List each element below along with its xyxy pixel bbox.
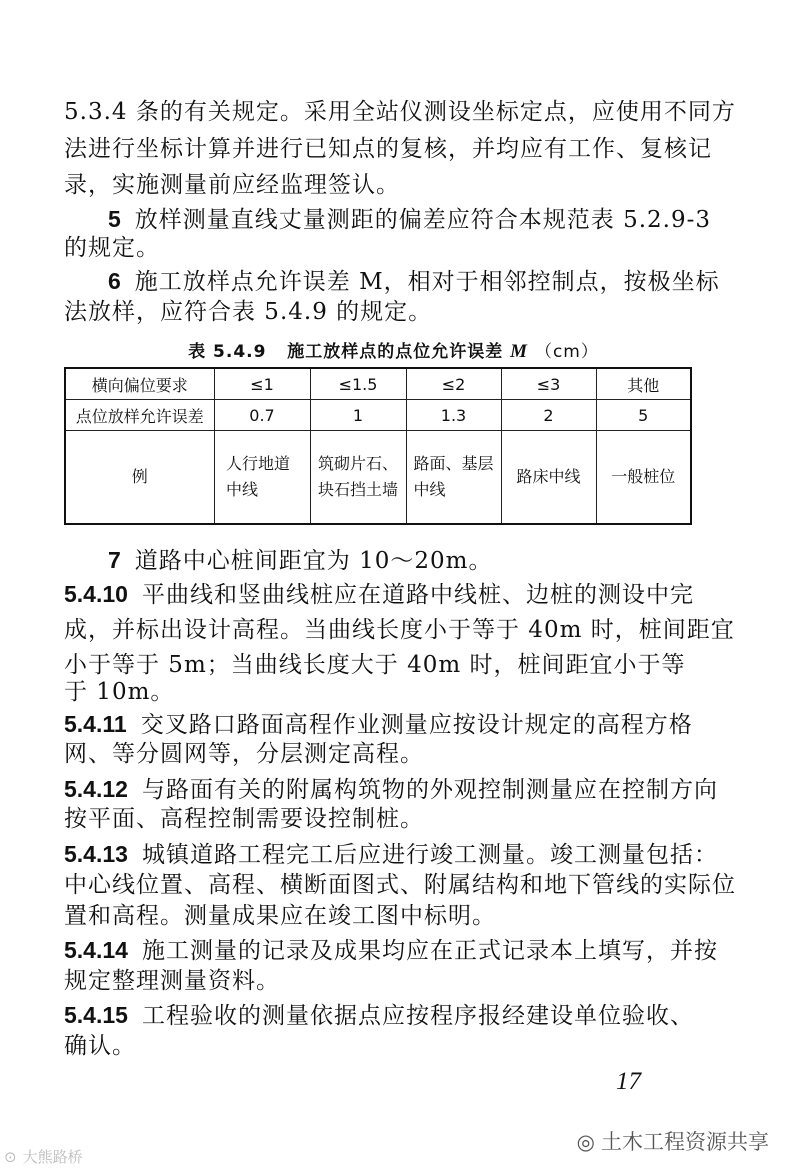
text-line: 5.3.4 条的有关规定。采用全站仪测设坐标定点，应使用不同方 bbox=[64, 99, 736, 125]
text-line: 小于等于 5m；当曲线长度大于 40m 时，桩间距宜小于等 bbox=[64, 652, 686, 678]
text-line: 法放样，应符合表 5.4.9 的规定。 bbox=[64, 299, 433, 325]
table-cell: ≤2 bbox=[406, 368, 501, 400]
section-number: 5.4.13 bbox=[64, 841, 128, 867]
cell-text: 路面、基层中线 bbox=[413, 454, 494, 499]
text-line: 与路面有关的附属构筑物的外观控制测量应在控制方向 bbox=[141, 777, 718, 803]
text-line: 道路中心桩间距宜为 10～20m。 bbox=[134, 548, 493, 574]
watermark-text: 大熊路桥 bbox=[22, 1148, 83, 1166]
section-5-4-14 bbox=[64, 934, 744, 967]
table-cell bbox=[406, 431, 501, 525]
text-line: 确认。 bbox=[64, 1033, 136, 1059]
clause-7 bbox=[64, 544, 787, 577]
text-line: 的规定。 bbox=[64, 235, 160, 261]
table-row bbox=[65, 368, 691, 400]
cell-text: 人行地道中线 bbox=[226, 454, 291, 499]
table-row bbox=[65, 431, 691, 525]
table-cell: 点位放样允许误差 bbox=[65, 400, 214, 431]
table-caption bbox=[0, 337, 787, 363]
table-cell bbox=[310, 431, 406, 525]
text-line: 于 10m。 bbox=[64, 679, 175, 705]
text-line: 法进行坐标计算并进行已知点的复核，并均应有工作、复核记 bbox=[64, 136, 712, 162]
section-5-4-15 bbox=[64, 999, 744, 1032]
table-cell: ≤1 bbox=[214, 368, 310, 400]
logo-icon: ⊙ bbox=[4, 1148, 17, 1166]
text-line: 放样测量直线丈量测距的偏差应符合本规范表 5.2.9-3 bbox=[134, 207, 712, 233]
text-line: 按平面、高程控制需要设控制桩。 bbox=[64, 806, 424, 832]
table-cell: ≤1.5 bbox=[310, 368, 406, 400]
watermark-text: 土木工程资源共享 bbox=[601, 1130, 769, 1154]
clause-number: 7 bbox=[108, 547, 121, 573]
table-cell: 2 bbox=[501, 400, 596, 431]
table-cell: 1 bbox=[310, 400, 406, 431]
text-line: 置和高程。测量成果应在竣工图中标明。 bbox=[64, 903, 496, 929]
text-line: 中心线位置、高程、横断面图式、附属结构和地下管线的实际位 bbox=[64, 872, 736, 898]
section-number: 5.4.15 bbox=[64, 1002, 128, 1028]
table-cell: ≤3 bbox=[501, 368, 596, 400]
clause-number: 6 bbox=[108, 268, 121, 294]
section-5-4-13 bbox=[64, 838, 744, 871]
text-line: 规定整理测量资料。 bbox=[64, 968, 280, 994]
section-5-4-11 bbox=[64, 708, 744, 741]
table-cell: 一般桩位 bbox=[596, 431, 691, 525]
table-cell: 5 bbox=[596, 400, 691, 431]
watermark bbox=[4, 1146, 83, 1167]
text-line: 录，实施测量前应经监理签认。 bbox=[64, 172, 400, 198]
table-cell: 其他 bbox=[596, 368, 691, 400]
table-cell: 例 bbox=[65, 431, 214, 525]
table-row bbox=[65, 400, 691, 431]
text-line: 城镇道路工程完工后应进行竣工测量。竣工测量包括： bbox=[141, 842, 718, 868]
section-5-4-10 bbox=[64, 578, 744, 611]
section-number: 5.4.11 bbox=[64, 711, 127, 737]
caption-unit: （cm） bbox=[534, 342, 599, 362]
section-number: 5.4.12 bbox=[64, 776, 128, 802]
text-line: 平曲线和竖曲线桩应在道路中线桩、边桩的测设中完 bbox=[141, 582, 694, 608]
table-cell: 0.7 bbox=[214, 400, 310, 431]
table-cell bbox=[214, 431, 310, 525]
cell-text: 筑砌片石、块石挡土墙 bbox=[318, 454, 399, 499]
clause-number: 5 bbox=[108, 206, 121, 232]
text-line: 成，并标出设计高程。当曲线长度小于等于 40m 时，桩间距宜 bbox=[64, 617, 735, 643]
text-line: 交叉路口路面高程作业测量应按设计规定的高程方格 bbox=[140, 712, 693, 738]
tolerance-table bbox=[64, 367, 692, 525]
text-line: 工程验收的测量依据点应按程序报经建设单位验收、 bbox=[141, 1003, 694, 1029]
caption-title: 施工放样点的点位允许误差 bbox=[287, 342, 504, 362]
caption-symbol: M bbox=[510, 341, 529, 362]
table-cell: 横向偏位要求 bbox=[65, 368, 214, 400]
clause-6 bbox=[64, 265, 787, 298]
caption-prefix: 表 5.4.9 bbox=[188, 342, 267, 362]
section-number: 5.4.10 bbox=[64, 581, 128, 607]
watermark bbox=[577, 1126, 769, 1156]
section-5-4-12 bbox=[64, 773, 744, 806]
table-cell: 1.3 bbox=[406, 400, 501, 431]
table-cell bbox=[501, 431, 596, 525]
cell-text: 路床中线 bbox=[516, 467, 581, 486]
page-number: 17 bbox=[616, 1068, 641, 1095]
wechat-icon: ◎ bbox=[576, 1130, 595, 1154]
text-line: 网、等分圆网等，分层测定高程。 bbox=[64, 741, 424, 767]
section-number: 5.4.14 bbox=[64, 937, 128, 963]
text-line: 施工测量的记录及成果均应在正式记录本上填写，并按 bbox=[141, 938, 718, 964]
text-line: 施工放样点允许误差 M，相对于相邻控制点，按极坐标 bbox=[134, 269, 720, 295]
